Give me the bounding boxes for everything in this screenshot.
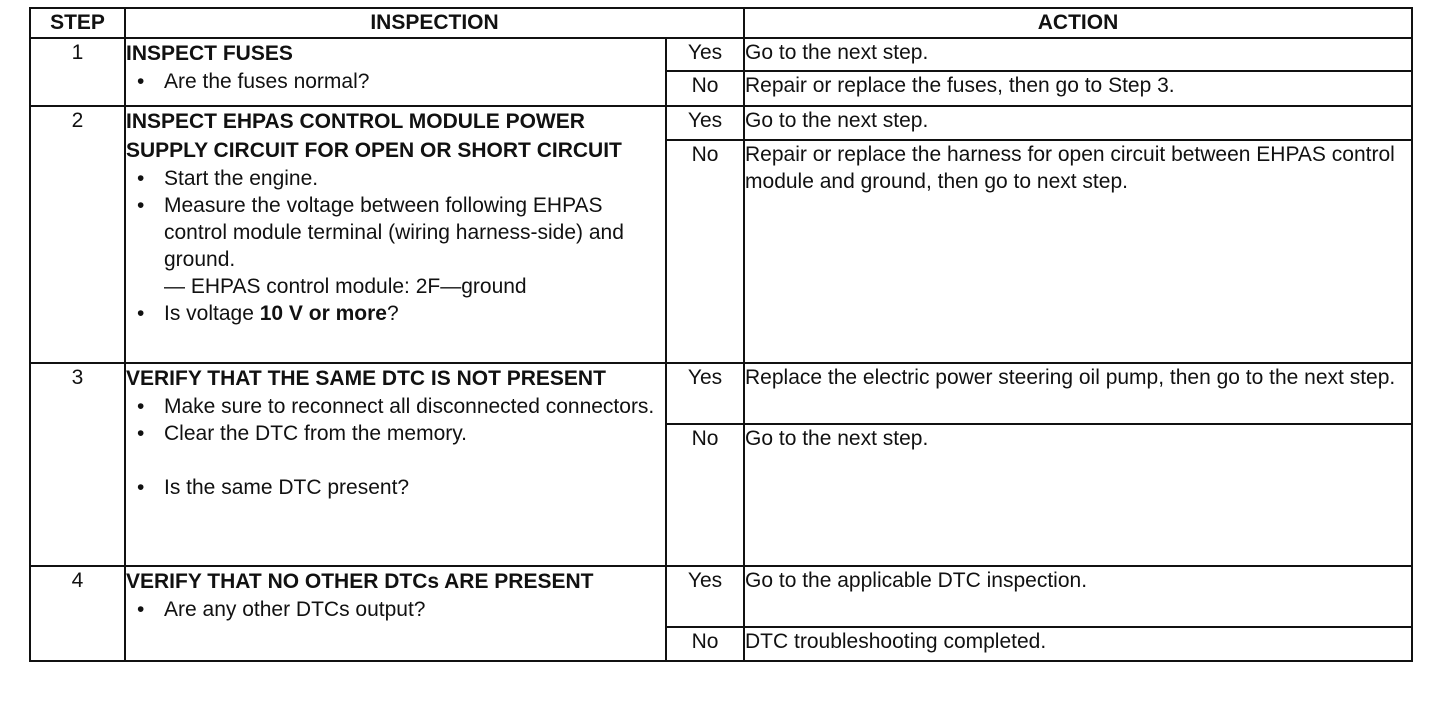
bullet-item: • Clear the DTC from the memory. — [137, 422, 468, 445]
bullet-item: • Are any other DTCs output? — [137, 598, 426, 621]
inspection-bullets — [126, 393, 665, 501]
bullet-item: • Start the engine. — [137, 167, 319, 190]
no-label: No — [666, 140, 744, 363]
inspection-title: INSPECT EHPAS CONTROL MODULE POWER SUPPLY CIRCUIT FOR OPEN OR SHORT CIRCUIT — [126, 110, 622, 162]
yes-label: Yes — [666, 38, 744, 71]
inspection-cell — [125, 106, 666, 363]
step-number: 1 — [30, 38, 125, 106]
no-action: Repair or replace the harness for open circuit between EHPAS control module and ground, then go to next step. — [744, 140, 1412, 363]
no-action: Go to the next step. — [744, 424, 1412, 566]
yes-label: Yes — [666, 566, 744, 627]
step-2-yes-row — [30, 106, 1412, 140]
inspection-bullets — [126, 165, 665, 327]
voltage-threshold: 10 V or more — [259, 302, 387, 325]
bullet-item: • Make sure to reconnect all disconnected connectors. — [137, 395, 655, 418]
step-4-yes-row — [30, 566, 1412, 627]
bullet-icon: • — [137, 302, 145, 325]
yes-action: Go to the next step. — [744, 106, 1412, 140]
bullet-icon: • — [137, 70, 145, 93]
bullet-item: • Is the same DTC present? — [137, 476, 410, 499]
inspection-title: INSPECT FUSES — [126, 42, 293, 65]
bullet-icon: • — [137, 194, 145, 217]
step-number: 4 — [30, 566, 125, 661]
yes-label: Yes — [666, 363, 744, 424]
yes-label: Yes — [666, 106, 744, 140]
bullet-icon: • — [137, 422, 145, 445]
step-1-yes-row — [30, 38, 1412, 71]
bullet-icon: • — [137, 167, 145, 190]
header-action: ACTION — [744, 8, 1412, 38]
step-number: 3 — [30, 363, 125, 566]
bullet-icon: • — [137, 598, 145, 621]
bullet-item: • Is voltage 10 V or more? — [137, 302, 399, 325]
yes-action: Go to the applicable DTC inspection. — [744, 566, 1412, 627]
bullet-item: • Measure the voltage between following EHPAS control module terminal (wiring harness-side) and ground. — EHPAS control module: 2F—ground — [126, 192, 665, 300]
inspection-bullets — [126, 596, 665, 623]
inspection-cell — [125, 38, 666, 106]
header-row — [30, 8, 1412, 38]
inspection-bullets — [126, 68, 665, 95]
inspection-title: VERIFY THAT NO OTHER DTCs ARE PRESENT — [126, 570, 594, 593]
yes-action: Go to the next step. — [744, 38, 1412, 71]
no-label: No — [666, 71, 744, 106]
bullet-item: • Are the fuses normal? — [137, 70, 370, 93]
troubleshooting-page — [29, 7, 1411, 662]
yes-action: Replace the electric power steering oil pump, then go to the next step. — [744, 363, 1412, 424]
terminal-spec: — EHPAS control module: 2F—ground — [164, 275, 527, 298]
header-step: STEP — [30, 8, 125, 38]
inspection-cell — [125, 566, 666, 661]
no-action: DTC troubleshooting completed. — [744, 627, 1412, 661]
bullet-icon: • — [137, 476, 145, 499]
inspection-title: VERIFY THAT THE SAME DTC IS NOT PRESENT — [126, 367, 606, 390]
no-label: No — [666, 627, 744, 661]
step-3-yes-row — [30, 363, 1412, 424]
bullet-icon: • — [137, 395, 145, 418]
header-inspection: INSPECTION — [125, 8, 744, 38]
no-label: No — [666, 424, 744, 566]
inspection-cell — [125, 363, 666, 566]
diagnostic-table — [29, 7, 1413, 662]
no-action: Repair or replace the fuses, then go to Step 3. — [744, 71, 1412, 106]
step-number: 2 — [30, 106, 125, 363]
